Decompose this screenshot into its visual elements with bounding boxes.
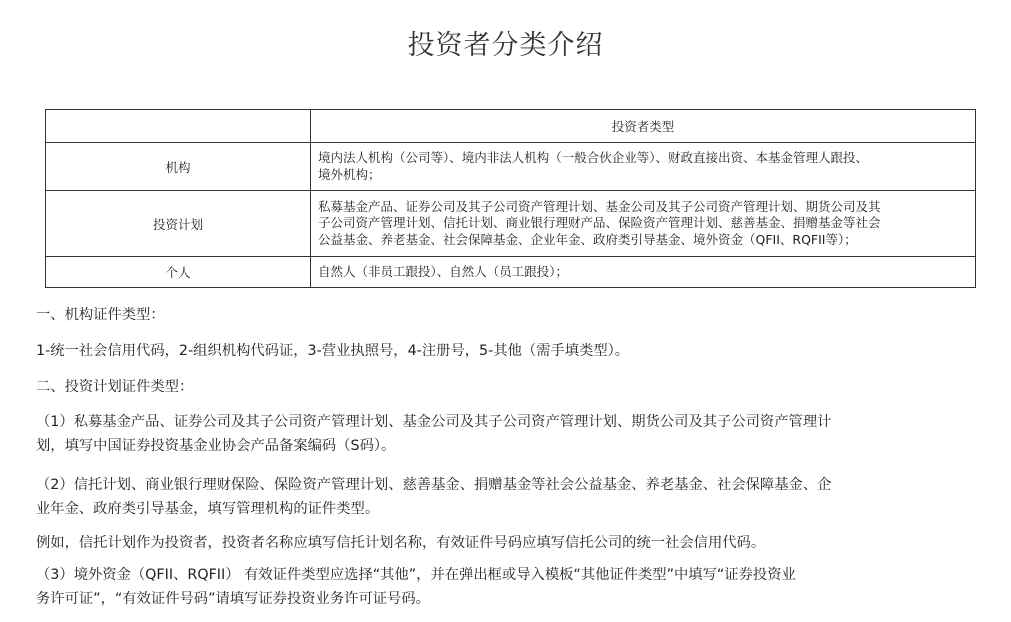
description-cell-institution: [311, 143, 976, 191]
table-header-row: [46, 110, 976, 143]
table-row: [46, 191, 976, 257]
plan-paragraph-3: [36, 563, 988, 611]
paragraph-line: 划，填写中国证券投资基金业协会产品备案编码（S码）。: [36, 438, 396, 454]
description-line: 境外机构；: [318, 166, 381, 182]
description-cell-investment-plan: [311, 191, 976, 257]
table-header-cell: 投资者类型: [311, 110, 976, 143]
category-cell-institution: 机构: [46, 143, 311, 191]
description-cell-individual: [311, 257, 976, 288]
paragraph-line: （2）信托计划、商业银行理财保险、保险资产管理计划、慈善基金、捐赠基金等社会公益基金、养老基金、社会保障基金、企: [36, 477, 832, 493]
description-line: 境内法人机构（公司等）、境内非法人机构（一般合伙企业等）、财政直接出资、本基金管理人跟投、: [318, 150, 869, 165]
description-line: 公益基金、养老基金、社会保障基金、企业年金、政府类引导基金、境外资金（QFII、RQFII等）；: [318, 231, 857, 247]
paragraph-line: 务许可证”，“有效证件号码”请填写证券投资业务许可证号码。: [36, 591, 430, 607]
org-id-heading: 一、机构证件类型：: [36, 307, 165, 323]
page-title: 投资者分类介绍: [407, 30, 604, 61]
description-line: 子公司资产管理计划、信托计划、商业银行理财产品、保险资产管理计划、慈善基金、捐赠基金等社会: [318, 215, 881, 231]
category-cell-investment-plan: 投资计划: [46, 191, 311, 257]
plan-paragraph-1: [36, 410, 988, 458]
paragraph-line: （3）境外资金（QFII、RQFII） 有效证件类型应选择“其他”，并在弹出框或导入模板“其他证件类型”中填写“证券投资业: [36, 567, 796, 583]
example-text: 例如，信托计划作为投资者，投资者名称应填写信托计划名称，有效证件号码应填写信托公司的统一社会信用代码。: [36, 535, 766, 551]
plan-id-heading: 二、投资计划证件类型：: [36, 379, 194, 395]
table-row: [46, 143, 976, 191]
paragraph-line: （1）私募基金产品、证券公司及其子公司资产管理计划、基金公司及其子公司资产管理计划、期货公司及其子公司资产管理计: [36, 414, 832, 430]
table-header-empty-cell: [46, 110, 311, 143]
paragraph-line: 业年金、政府类引导基金，填写管理机构的证件类型。: [36, 501, 380, 517]
investor-type-table: [45, 109, 976, 288]
category-cell-individual: 个人: [46, 257, 311, 288]
org-id-types: 1-统一社会信用代码，2-组织机构代码证，3-营业执照号，4-注册号，5-其他（需手填类型）。: [36, 343, 630, 359]
description-line: 私募基金产品、证券公司及其子公司资产管理计划、基金公司及其子公司资产管理计划、期货公司及其: [318, 198, 881, 214]
plan-paragraph-2: [36, 473, 988, 521]
description-line: 自然人（非员工跟投）、自然人（员工跟投）；: [318, 263, 569, 279]
table-row: [46, 257, 976, 288]
